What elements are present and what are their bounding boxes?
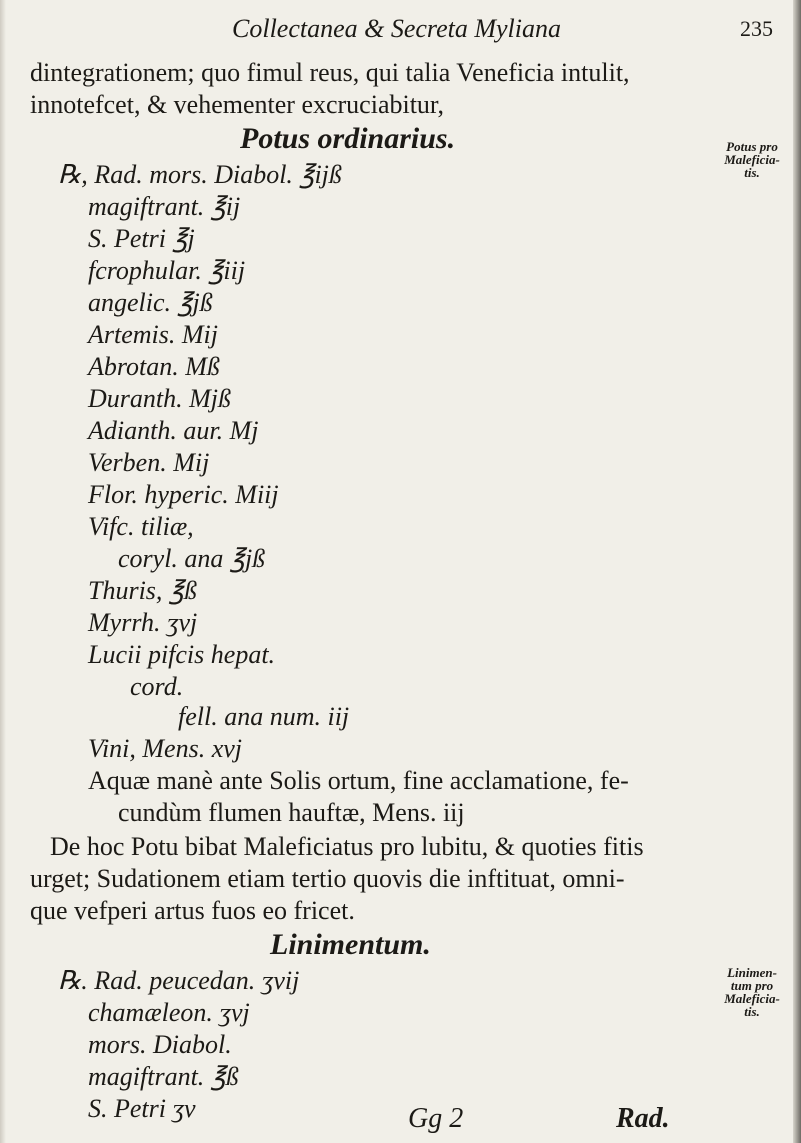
signature-mark: Gg 2 <box>408 1103 464 1134</box>
recipe-line: ℞. Rad. peucedan. ʒvij <box>58 966 300 995</box>
recipe-line: Duranth. Mjß <box>88 384 231 413</box>
recipe-line: cord. <box>130 672 184 701</box>
page-number: 235 <box>740 16 773 41</box>
recipe-line: magiftrant. ℥ß <box>88 1062 239 1091</box>
recipe-line: Flor. hyperic. Miij <box>88 480 279 509</box>
margin-note-line: Linimen- <box>727 965 777 980</box>
recipe-line: S. Petri ʒv <box>88 1094 196 1123</box>
margin-note-line: Maleficia- <box>724 991 780 1006</box>
right-page-edge <box>793 0 801 1143</box>
instruction-line: De hoc Potu bibat Maleficiatus pro lubitu, & quoties fitis <box>50 832 644 861</box>
recipe-line: Vini, Mens. xvj <box>88 734 243 763</box>
running-header <box>0 10 801 50</box>
instruction-line: que vefperi artus fuos eo fricet. <box>30 896 355 925</box>
recipe-line: Verben. Mij <box>88 448 210 477</box>
recipe-line: mors. Diabol. <box>88 1030 232 1059</box>
recipe-line: Thuris, ℥ß <box>88 576 197 605</box>
text-line: dintegrationem; quo fimul reus, qui talia Veneficia intulit, <box>30 58 630 87</box>
recipe-line: Abrotan. Mß <box>88 352 220 381</box>
recipe-line: cundùm flumen hauftæ, Mens. iij <box>118 798 465 827</box>
margin-note-liniment <box>712 966 792 1018</box>
instruction-line: urget; Sudationem etiam tertio quovis die inftituat, omni- <box>30 864 625 893</box>
recipe-line: angelic. ℥jß <box>88 288 213 317</box>
recipe-line: chamæleon. ʒvj <box>88 998 250 1027</box>
recipe-line: Artemis. Mij <box>88 320 218 349</box>
recipe-line: Aquæ manè ante Solis ortum, fine acclamatione, fe- <box>88 766 629 795</box>
margin-note-potus <box>712 140 792 179</box>
running-title: Collectanea & Secreta Myliana <box>232 14 561 43</box>
section-heading-linimentum: Linimentum. <box>270 928 431 961</box>
recipe-line: Adianth. aur. Mj <box>88 416 259 445</box>
recipe-line: magiftrant. ℥ij <box>88 192 241 221</box>
recipe-line: Vifc. tiliæ, <box>88 512 194 541</box>
margin-note-line: Maleficia- <box>724 152 780 167</box>
text-line: innotefcet, & vehementer excruciabitur, <box>30 90 445 119</box>
recipe-line: fcrophular. ℥iij <box>88 256 246 285</box>
recipe-line: Lucii pifcis hepat. <box>88 640 276 669</box>
recipe-line: fell. ana num. iij <box>178 702 350 731</box>
recipe-line: ℞, Rad. mors. Diabol. ℥ijß <box>58 160 342 189</box>
margin-note-line: tis. <box>744 1004 760 1019</box>
margin-note-line: Potus pro <box>726 139 778 154</box>
margin-note-line: tis. <box>744 165 760 180</box>
recipe-line: coryl. ana ℥jß <box>118 544 266 573</box>
recipe-line: Myrrh. ʒvj <box>88 608 198 637</box>
left-page-edge <box>0 0 6 1143</box>
margin-note-line: tum pro <box>730 978 774 993</box>
catchword: Rad. <box>616 1103 670 1134</box>
recipe-line: S. Petri ℥j <box>88 224 195 253</box>
section-heading-potus: Potus ordinarius. <box>240 122 456 155</box>
